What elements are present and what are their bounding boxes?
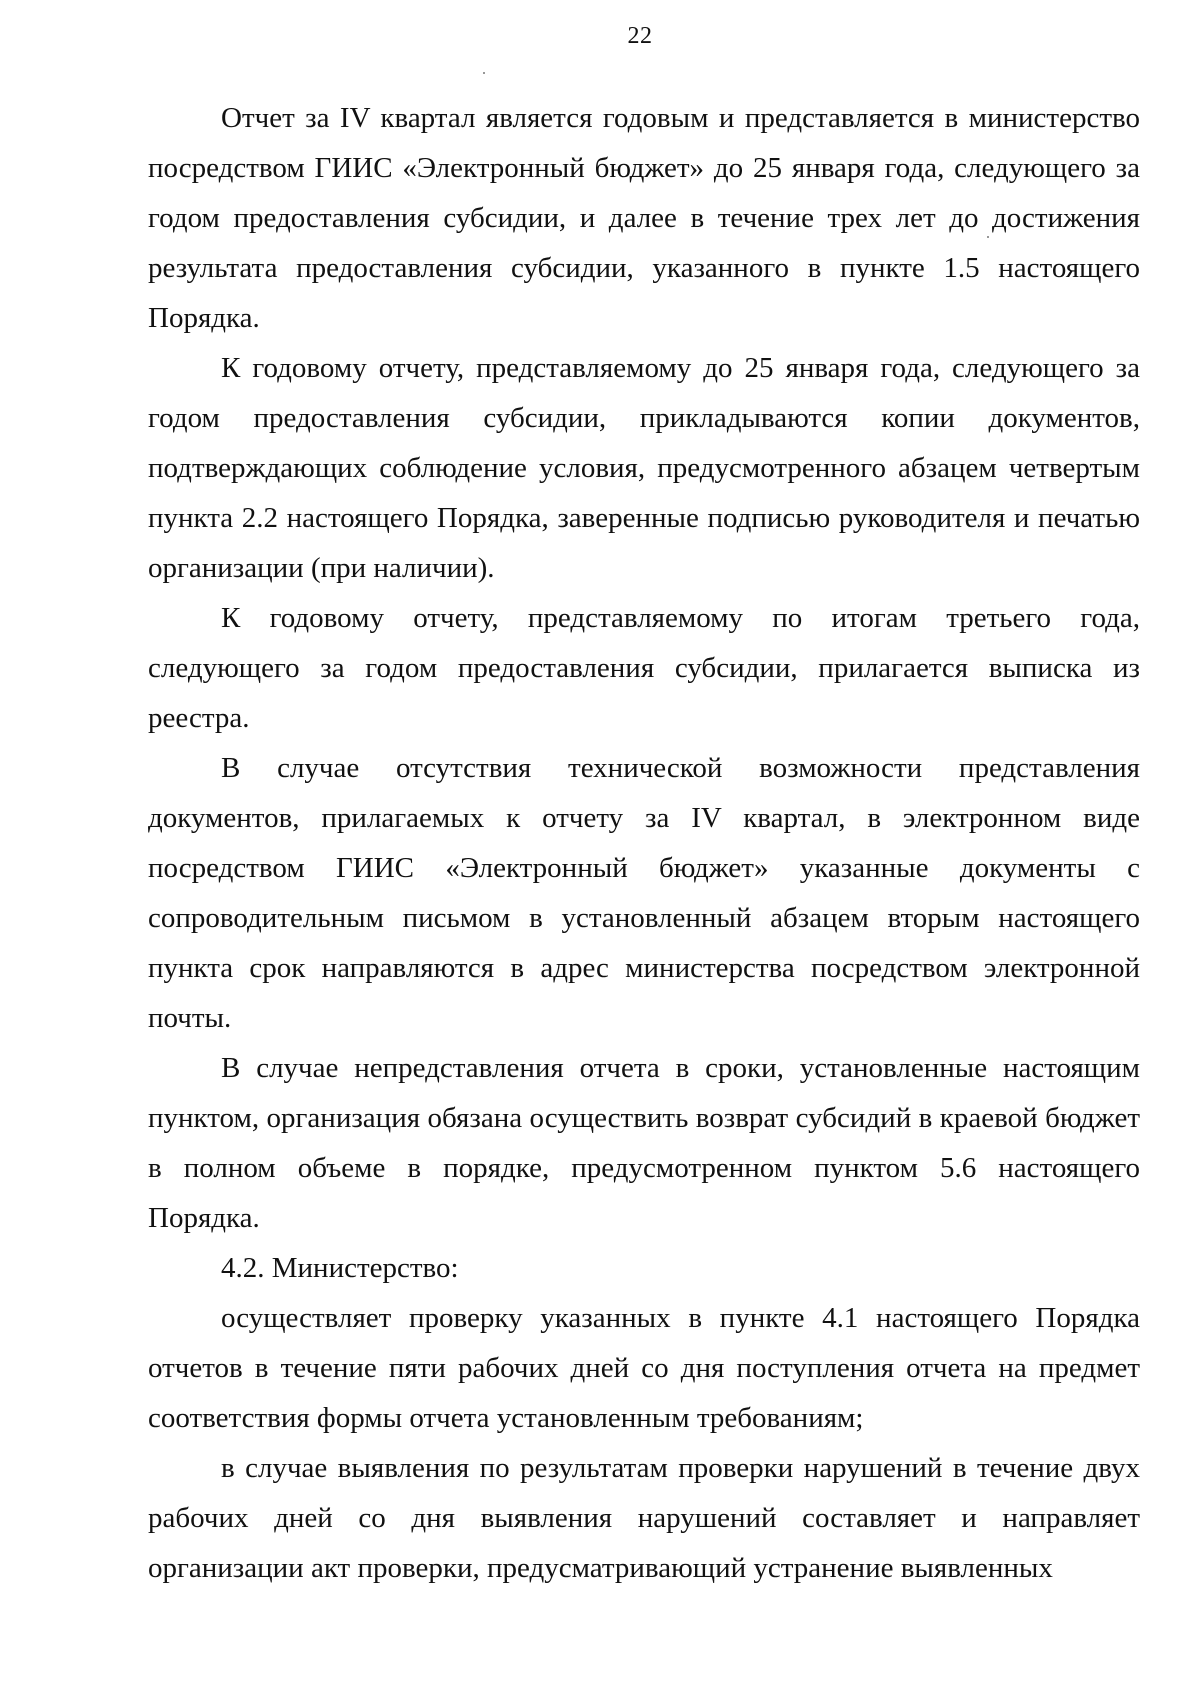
page-number: 22 — [627, 23, 653, 49]
paragraph-third-year-report: К годовому отчету, представляемому по итогам третьего года, следующего за годом предоставления субсидии, прилагается выписка из реестра. — [148, 602, 1140, 734]
paragraph-ministry-check: осуществляет проверку указанных в пункте 4.1 настоящего Порядка отчетов в течение пяти рабочих дней со дня поступления отчета на предмет соответствия формы отчета установленным требованиям; — [148, 1302, 1140, 1434]
paragraph-technical-impossibility: В случае отсутствия технической возможности представления документов, прилагаемых к отчету за IV квартал, в электронном виде посредством ГИИС «Электронный бюджет» указанные документы с сопроводительным письмом в установленный абзацем вторым настоящего пункта срок направляются в адрес министерства посредством электронной почты. — [148, 752, 1140, 1034]
paragraph-violations-act: в случае выявления по результатам проверки нарушений в течение двух рабочих дней со дня выявления нарушений составляет и направляет организации акт проверки, предусматривающий устранение выявленных — [148, 1452, 1140, 1584]
scan-speck — [483, 72, 485, 74]
paragraph-annual-report: Отчет за IV квартал является годовым и представляется в министерство посредством ГИИС «Электронный бюджет» до 25 января года, следующего за годом предоставления субсидии, и далее в течение трех лет до достижения результата предоставления субсидии, указанного в пункте 1.5 настоящего Порядка. — [148, 102, 1140, 334]
document-body — [148, 93, 1140, 1593]
section-heading-4-2: 4.2. Министерство: — [221, 1252, 459, 1284]
paragraph-non-submission: В случае непредставления отчета в сроки, установленные настоящим пунктом, организация обязана осуществить возврат субсидий в краевой бюджет в полном объеме в порядке, предусмотренном пунктом 5.6 настоящего Порядка. — [148, 1052, 1140, 1234]
paragraph-annual-report-attachments: К годовому отчету, представляемому до 25 января года, следующего за годом предоставления субсидии, прикладываются копии документов, подтверждающих соблюдение условия, предусмотренного абзацем четвертым пункта 2.2 настоящего Порядка, заверенные подписью руководителя и печатью организации (при наличии). — [148, 352, 1140, 584]
